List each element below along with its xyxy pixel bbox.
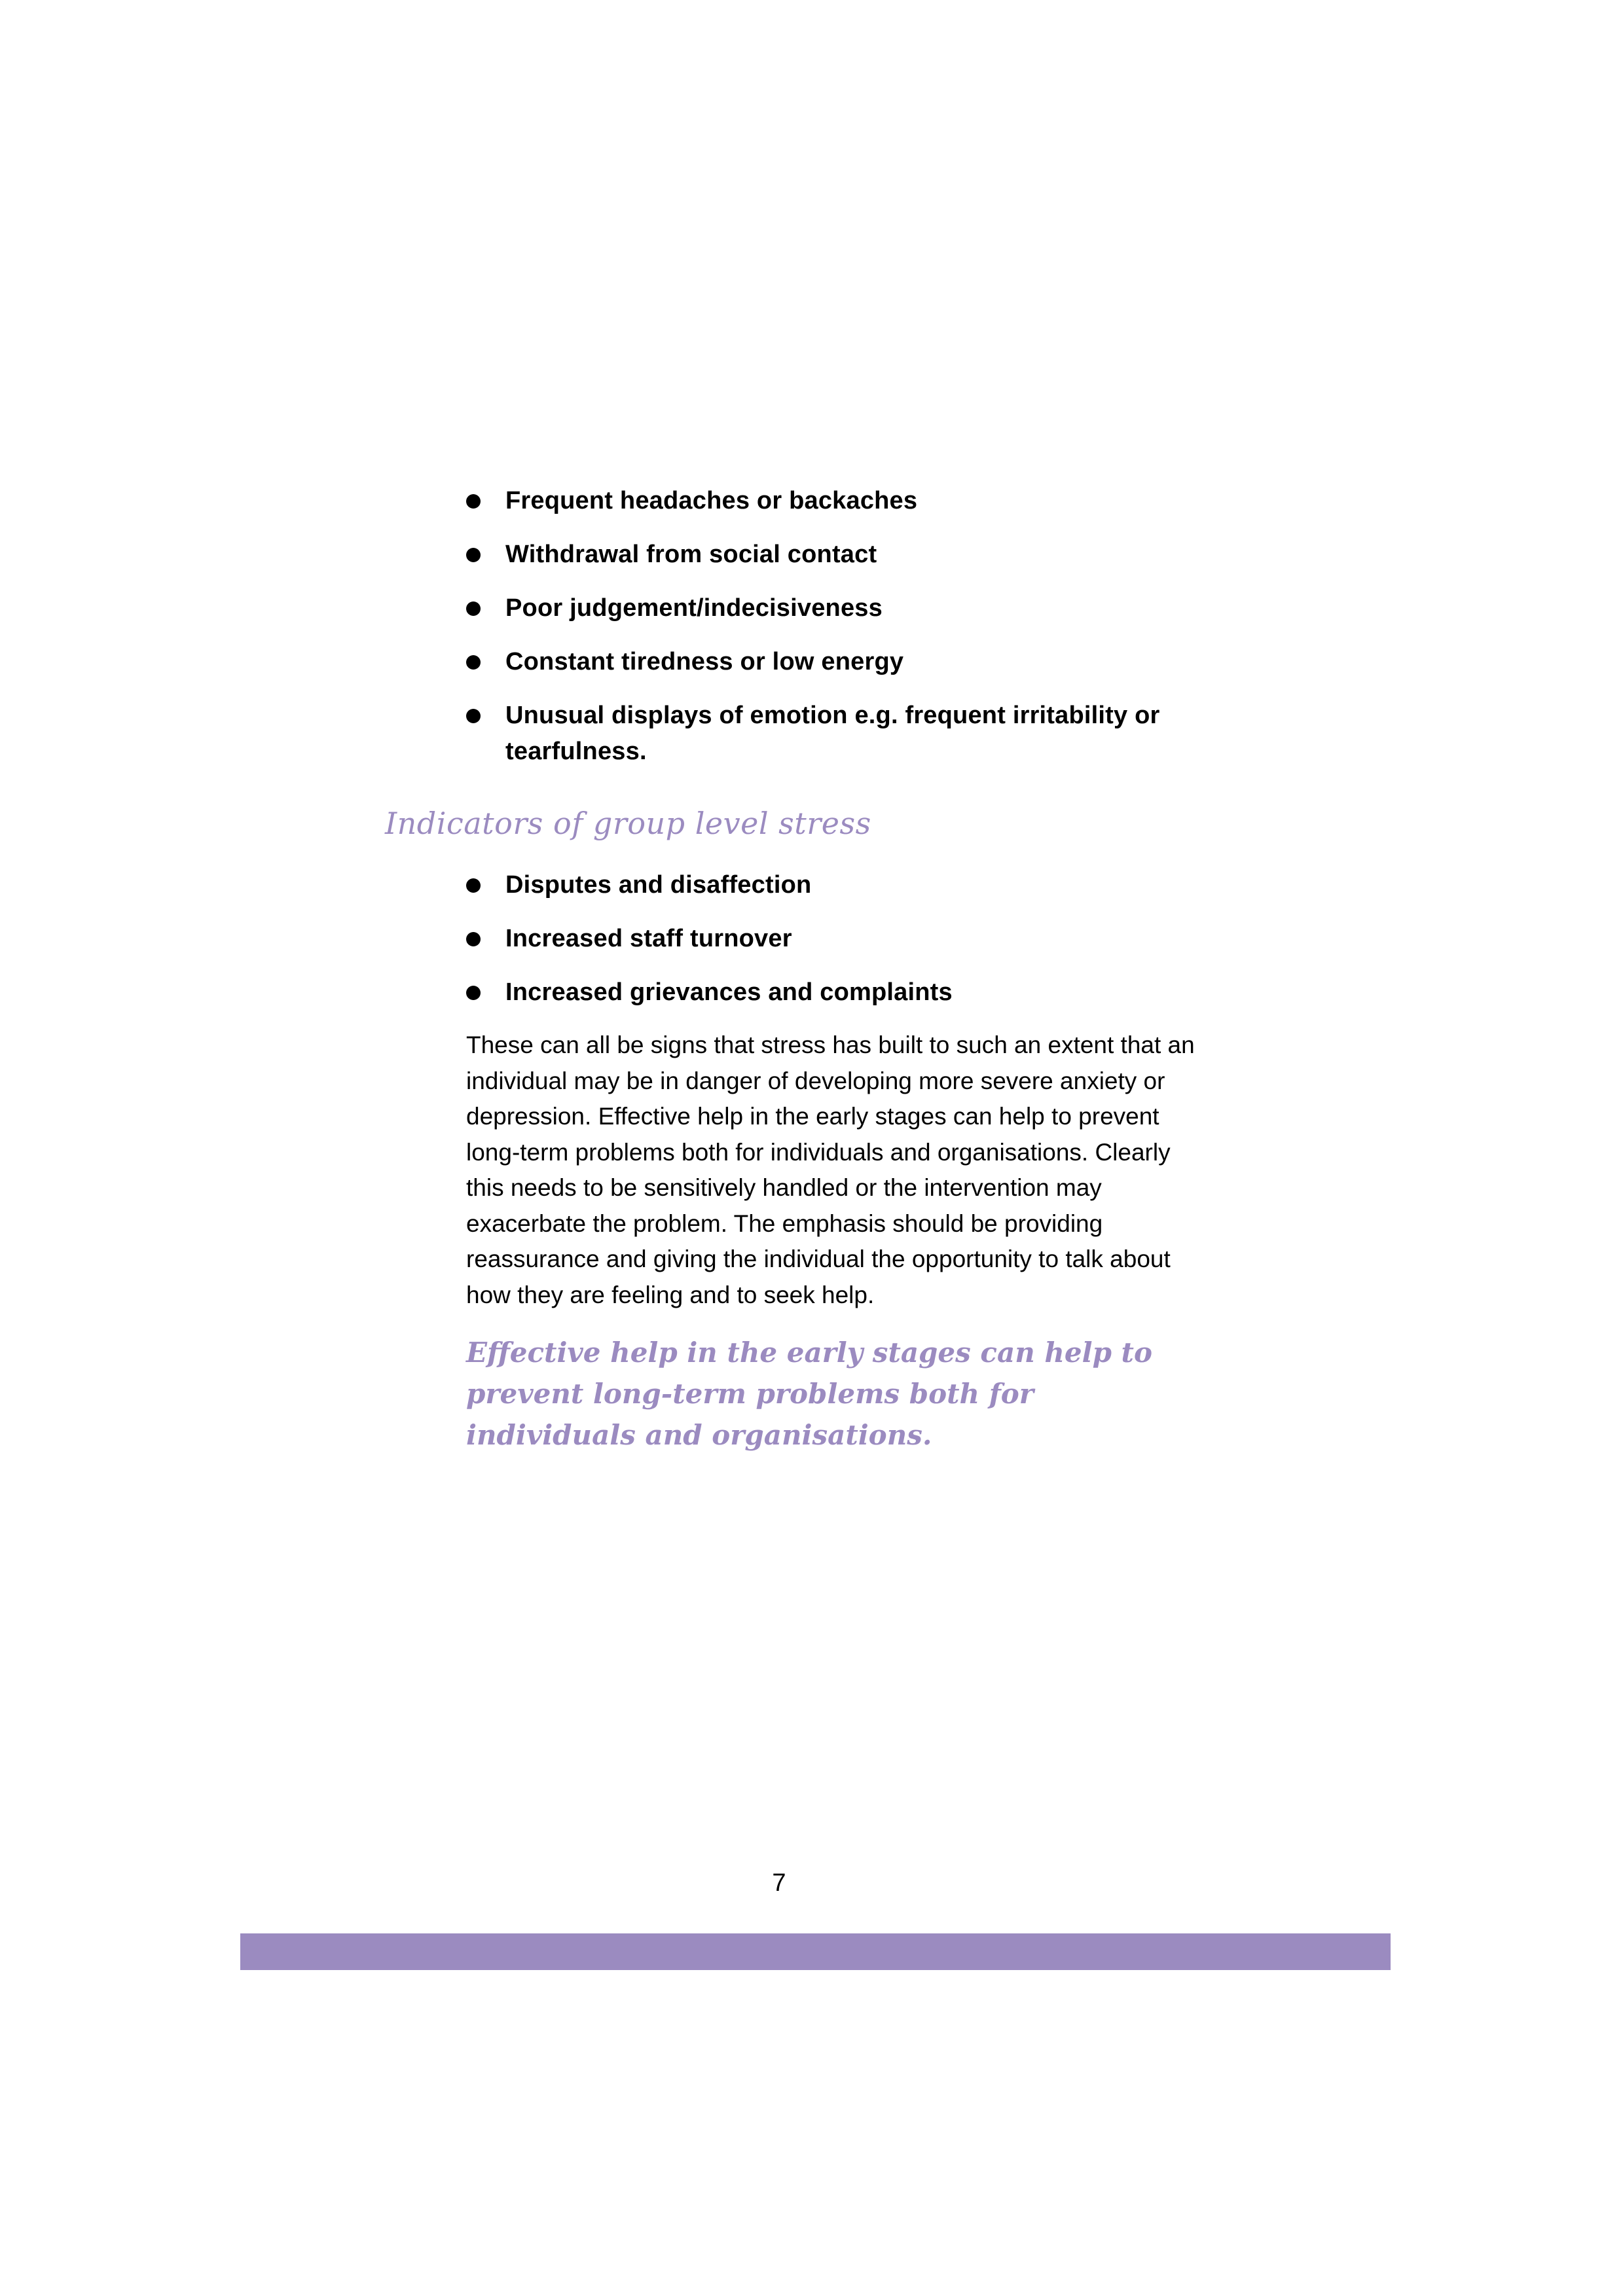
bullet-icon bbox=[466, 655, 481, 670]
list-item-text: Increased grievances and complaints bbox=[505, 978, 953, 1006]
list-item bbox=[466, 590, 1173, 626]
list-item bbox=[466, 975, 1173, 1011]
bullet-icon bbox=[466, 548, 481, 562]
list-item-text: Unusual displays of emotion e.g. frequent irritability or tearfulness. bbox=[505, 702, 1160, 765]
group-stress-indicator-list bbox=[466, 867, 1173, 1028]
list-item-text: Frequent headaches or backaches bbox=[505, 487, 918, 514]
bullet-icon bbox=[466, 878, 481, 893]
bullet-icon bbox=[466, 494, 481, 509]
list-item-text: Withdrawal from social contact bbox=[505, 541, 877, 568]
individual-stress-indicator-list bbox=[466, 483, 1173, 787]
list-item-text: Disputes and disaffection bbox=[505, 871, 812, 899]
list-item-text: Increased staff turnover bbox=[505, 925, 792, 952]
bullet-icon bbox=[466, 709, 481, 723]
list-item bbox=[466, 483, 1173, 519]
footer-bar bbox=[240, 1933, 1391, 1970]
list-item bbox=[466, 698, 1160, 770]
list-item-text: Constant tiredness or low energy bbox=[505, 648, 904, 675]
list-item bbox=[466, 921, 1173, 957]
list-item-text: Poor judgement/indecisiveness bbox=[505, 594, 883, 622]
pull-quote: Effective help in the early stages can help to prevent long-term problems both for individuals and organisations. bbox=[466, 1336, 1152, 1451]
page-number: 7 bbox=[772, 1869, 786, 1897]
body-paragraph: These can all be signs that stress has built to such an extent that an individual may be in danger of developing more severe anxiety or depression. Effective help in the early stages can help to prevent long-term problems both for individuals and organisations. Clearly this needs to be sensitively handled or the intervention may exacerbate the problem. The emphasis should be providing reassurance and giving the individual the opportunity to talk about how they are feeling and to seek help. bbox=[466, 1031, 1195, 1308]
list-item bbox=[466, 867, 1173, 903]
list-item bbox=[466, 537, 1173, 573]
section-heading: Indicators of group level stress bbox=[385, 806, 871, 841]
list-item bbox=[466, 644, 1173, 680]
bullet-icon bbox=[466, 932, 481, 946]
bullet-icon bbox=[466, 601, 481, 616]
bullet-icon bbox=[466, 986, 481, 1000]
